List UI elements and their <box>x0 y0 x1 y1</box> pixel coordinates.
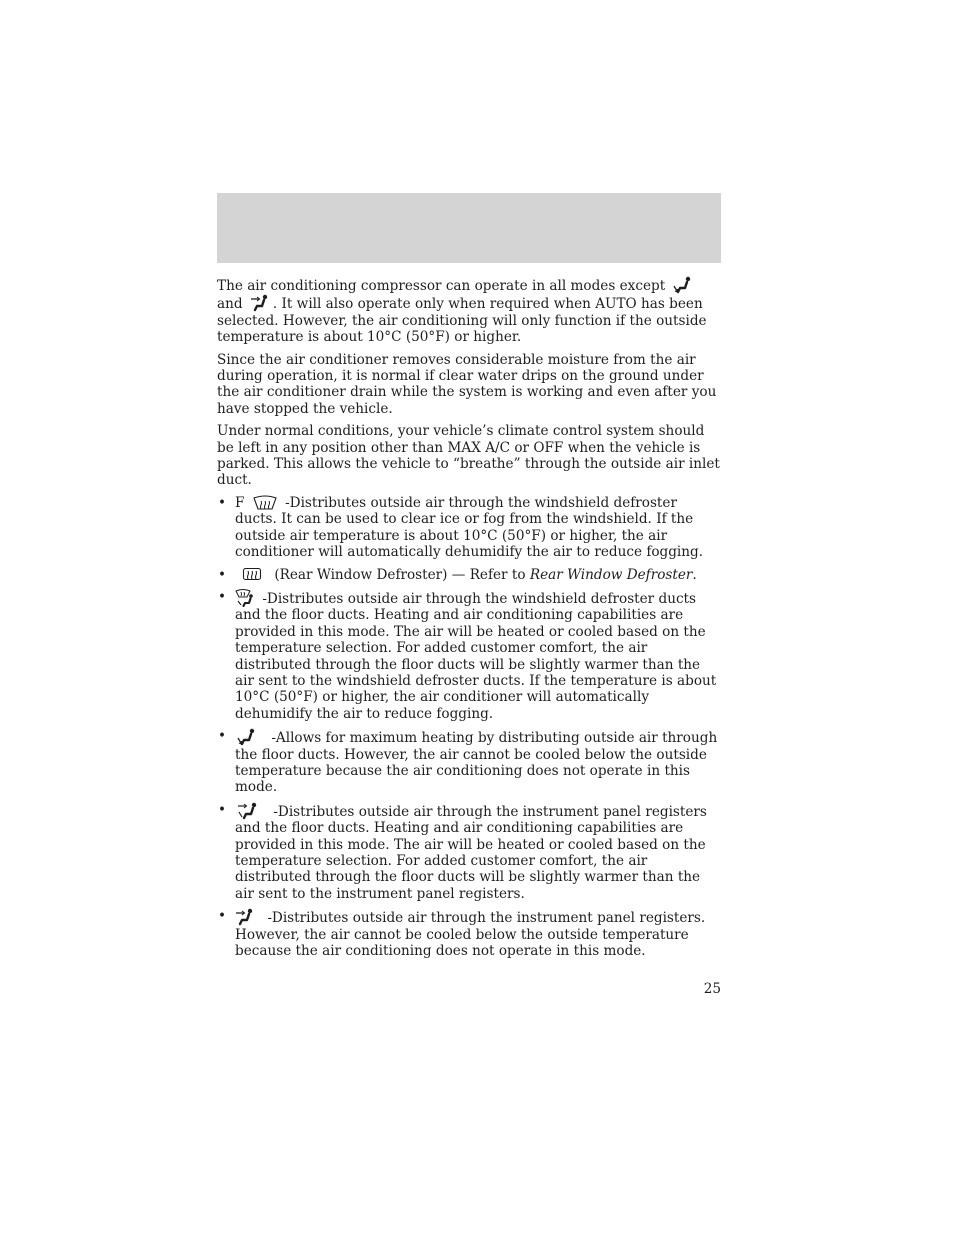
bullet: • <box>218 566 227 583</box>
page-content <box>217 276 721 965</box>
cross-reference-link[interactable]: Rear Window Defroster <box>529 566 693 583</box>
list-item-floor <box>217 728 721 796</box>
floor-mode-icon <box>237 728 257 746</box>
paragraph-normal-conditions: Under normal conditions, your vehicle’s climate control system should be left in any position other than MAX A/C or OFF when the vehicle is parked. This allows the vehicle to “breathe” through the outside air inlet duct. <box>217 423 720 489</box>
bullet: • <box>218 588 227 605</box>
mode-description: -Distributes outside air through the windshield defroster ducts. It can be used to clear ice or fog from the windshield. If the outside air temperature is about 10°C (50°F) or higher, the air conditioner will automatically dehumidify the air to reduce fogging. <box>235 494 704 561</box>
mode-description: -Distributes outside air through the windshield defroster ducts and the floor ducts. Heating and air conditioning capabilities are provided in this mode. The air will be heated or cooled based on the temperature selection. For added customer comfort, the air distributed through the floor ducts will be slightly warmer than the air sent to the windshield defroster ducts. If the temperature is about 10°C (50°F) or higher, the air conditioner will automatically dehumidify the air to reduce fogging. <box>235 590 717 722</box>
mode-prefix: F <box>235 494 245 511</box>
panel-mode-icon <box>250 294 270 312</box>
paragraph-compressor <box>217 276 721 346</box>
page-number: 25 <box>703 981 721 997</box>
windshield-defrost-icon <box>252 495 278 511</box>
sentence-end: . <box>692 566 697 583</box>
mode-description: -Allows for maximum heating by distributing outside air through the floor ducts. However, the air cannot be cooled below the outside temperature because the air conditioning does not operate in this mode. <box>235 730 718 796</box>
defrost-floor-mode-icon <box>235 589 255 607</box>
paragraph-moisture: Since the air conditioner removes considerable moisture from the air during operation, it is normal if clear water drips on the ground under the air conditioner drain while the system is working and even after you have stopped the vehicle. <box>217 351 717 417</box>
floor-mode-icon <box>673 276 693 294</box>
panel-mode-icon <box>235 908 255 926</box>
list-item-panel-floor <box>217 802 721 902</box>
panel-floor-mode-icon <box>237 802 259 820</box>
bullet: • <box>218 908 227 925</box>
list-item-rear-defrost <box>217 567 721 583</box>
list-item-panel <box>217 908 721 959</box>
bullet: • <box>218 494 227 511</box>
mode-description: -Distributes outside air through the instrument panel registers. However, the air cannot be cooled below the outside temperature because the air conditioning does not operate in this mode. <box>235 910 706 960</box>
bullet: • <box>218 728 227 745</box>
rear-window-defrost-icon <box>242 567 262 583</box>
paragraph-text: . It will also operate only when required when AUTO has been selected. However, the air conditioning will only function if the outside temperature is about 10°C (50°F) or higher. <box>217 296 707 346</box>
mode-description: (Rear Window Defroster) — Refer to <box>274 566 526 583</box>
paragraph-text: and <box>217 296 243 313</box>
list-item-defrost-floor <box>217 589 721 722</box>
mode-description: -Distributes outside air through the instrument panel registers and the floor ducts. Heating and air conditioning capabilities are provided in this mode. The air will be heated or cooled based on the temperature selection. For added customer comfort, the air distributed through the floor ducts will be slightly warmer than the air sent to the instrument panel registers. <box>235 803 707 902</box>
bullet: • <box>218 801 227 818</box>
list-item-defrost <box>217 495 721 561</box>
paragraph-text: The air conditioning compressor can operate in all modes except <box>217 278 666 294</box>
header-band <box>217 193 721 263</box>
mode-list <box>217 495 721 960</box>
